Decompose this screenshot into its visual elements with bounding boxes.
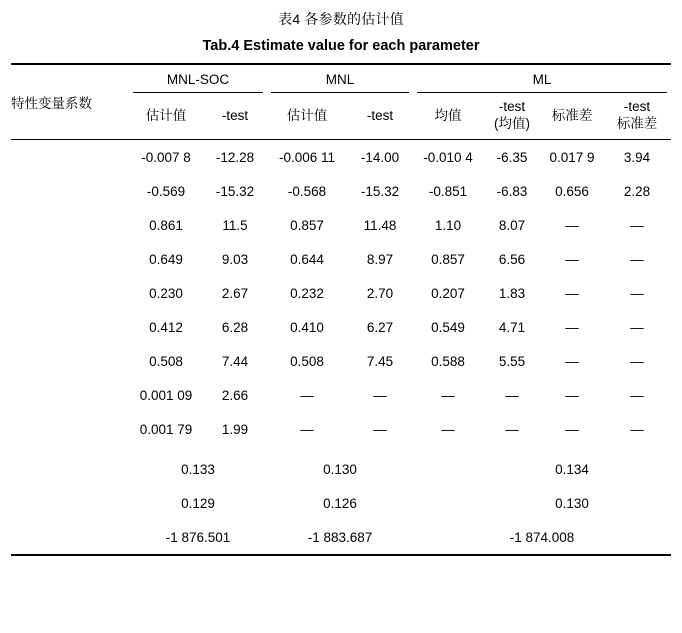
cell: 11.48 bbox=[363, 217, 397, 233]
cell: — bbox=[505, 387, 519, 403]
summary-pad bbox=[483, 486, 541, 520]
table-caption-english: Tab.4 Estimate value for each parameter bbox=[202, 38, 480, 54]
subheader-mnl-test bbox=[347, 93, 413, 140]
subheader-line1: 估计值 bbox=[145, 107, 187, 123]
subheader-mnlsoc-estimate bbox=[129, 93, 203, 140]
cell: 7.45 bbox=[366, 353, 394, 369]
cell: -0.851 bbox=[428, 183, 468, 199]
group-header-row bbox=[11, 65, 671, 93]
cell: -6.83 bbox=[496, 183, 528, 199]
cell: 2.66 bbox=[221, 387, 249, 403]
row-label-cell bbox=[11, 140, 129, 174]
cell: — bbox=[630, 353, 644, 369]
row-label-cell bbox=[11, 276, 129, 310]
cell: — bbox=[630, 421, 644, 437]
row-label-cell bbox=[11, 344, 129, 378]
cell: -0.569 bbox=[146, 183, 186, 199]
subheader-line1: -test bbox=[366, 107, 394, 123]
row-label-cell bbox=[11, 412, 129, 446]
summary-pad bbox=[603, 486, 671, 520]
cell: 0.001 79 bbox=[139, 421, 193, 437]
cell: — bbox=[505, 421, 519, 437]
summary-row bbox=[11, 520, 671, 555]
cell: 1.10 bbox=[434, 217, 462, 233]
cell: -6.35 bbox=[496, 149, 528, 165]
corner-label: 特性变量系数 bbox=[11, 96, 92, 111]
cell: 4.71 bbox=[498, 319, 526, 335]
cell: 6.28 bbox=[221, 319, 249, 335]
cell: 0.207 bbox=[431, 285, 465, 301]
cell: — bbox=[441, 421, 455, 437]
cell: 1.99 bbox=[221, 421, 249, 437]
cell: -14.00 bbox=[360, 149, 400, 165]
cell: 7.44 bbox=[221, 353, 249, 369]
cell: — bbox=[565, 251, 579, 267]
cell: — bbox=[630, 285, 644, 301]
cell: — bbox=[630, 251, 644, 267]
subheader-line1: -test bbox=[498, 99, 526, 115]
cell: — bbox=[300, 421, 314, 437]
cell: — bbox=[565, 285, 579, 301]
table-row bbox=[11, 378, 671, 412]
cell: 0.001 09 bbox=[139, 387, 193, 403]
summary-cell-ml: -1 874.008 bbox=[509, 529, 575, 545]
cell: — bbox=[565, 217, 579, 233]
subheader-line2: 标准差 bbox=[616, 116, 658, 131]
row-label-cell bbox=[11, 310, 129, 344]
summary-cell-mnlsoc: -1 876.501 bbox=[165, 529, 231, 545]
cell: 8.07 bbox=[498, 217, 526, 233]
cell: 0.017 9 bbox=[549, 149, 595, 165]
cell: -0.568 bbox=[287, 183, 327, 199]
estimate-value-table bbox=[11, 63, 671, 556]
cell: -0.010 4 bbox=[423, 149, 473, 165]
cell: — bbox=[565, 421, 579, 437]
cell: 0.644 bbox=[290, 251, 324, 267]
cell: 5.55 bbox=[498, 353, 526, 369]
row-label-cell bbox=[11, 486, 129, 520]
row-label-cell bbox=[11, 208, 129, 242]
row-label-cell bbox=[11, 174, 129, 208]
cell: — bbox=[630, 387, 644, 403]
cell: — bbox=[373, 421, 387, 437]
table-row bbox=[11, 242, 671, 276]
subheader-line1: -test bbox=[221, 107, 249, 123]
group-header-ml: ML bbox=[413, 65, 671, 93]
summary-row bbox=[11, 452, 671, 486]
summary-pad bbox=[483, 452, 541, 486]
subheader-ml-test-mean bbox=[483, 93, 541, 140]
cell: -0.006 11 bbox=[278, 149, 336, 165]
cell: 0.857 bbox=[431, 251, 465, 267]
summary-pad bbox=[413, 452, 483, 486]
table-row bbox=[11, 140, 671, 174]
cell: — bbox=[300, 387, 314, 403]
group-header-mnl: MNL bbox=[267, 65, 413, 93]
cell: 0.857 bbox=[290, 217, 324, 233]
cell: 6.27 bbox=[366, 319, 394, 335]
cell: — bbox=[565, 353, 579, 369]
cell: — bbox=[565, 319, 579, 335]
summary-cell-ml: 0.134 bbox=[555, 461, 589, 477]
cell: 3.94 bbox=[623, 149, 651, 165]
table-row bbox=[11, 276, 671, 310]
cell: -12.28 bbox=[215, 149, 255, 165]
row-label-cell bbox=[11, 378, 129, 412]
cell: 2.70 bbox=[366, 285, 394, 301]
subheader-ml-stddev bbox=[541, 93, 603, 140]
summary-row bbox=[11, 486, 671, 520]
cell: 2.67 bbox=[221, 285, 249, 301]
subheader-line1: 标准差 bbox=[551, 107, 593, 123]
cell: 0.588 bbox=[431, 353, 465, 369]
subheader-mnlsoc-test bbox=[203, 93, 267, 140]
summary-cell-mnl: -1 883.687 bbox=[307, 529, 373, 545]
cell: -15.32 bbox=[360, 183, 400, 199]
cell: 8.97 bbox=[366, 251, 394, 267]
subheader-line2: (均值) bbox=[494, 116, 530, 131]
subheader-line1: 均值 bbox=[434, 107, 462, 123]
table-row bbox=[11, 174, 671, 208]
cell: 1.83 bbox=[498, 285, 526, 301]
table-caption-chinese: 表4 各参数的估计值 bbox=[278, 11, 404, 27]
cell: 0.656 bbox=[555, 183, 589, 199]
cell: 0.232 bbox=[290, 285, 324, 301]
cell: 0.861 bbox=[149, 217, 183, 233]
subheader-line1: 估计值 bbox=[286, 107, 328, 123]
subheader-ml-mean bbox=[413, 93, 483, 140]
summary-cell-ml: 0.130 bbox=[555, 495, 589, 511]
subheader-mnl-estimate bbox=[267, 93, 347, 140]
cell: 2.28 bbox=[623, 183, 651, 199]
table-page bbox=[0, 9, 682, 633]
cell: — bbox=[373, 387, 387, 403]
table-row bbox=[11, 412, 671, 446]
row-label-cell bbox=[11, 520, 129, 555]
cell: 9.03 bbox=[221, 251, 249, 267]
cell: 0.508 bbox=[290, 353, 324, 369]
table-row bbox=[11, 310, 671, 344]
cell: 11.5 bbox=[222, 217, 248, 233]
group-header-mnl-soc: MNL-SOC bbox=[129, 65, 267, 93]
cell: 0.410 bbox=[290, 319, 324, 335]
subheader-line1: -test bbox=[623, 99, 651, 115]
summary-cell-mnlsoc: 0.133 bbox=[181, 461, 215, 477]
subheader-ml-test-stddev bbox=[603, 93, 671, 140]
summary-cell-mnl: 0.130 bbox=[323, 461, 357, 477]
cell: 0.230 bbox=[149, 285, 183, 301]
cell: — bbox=[630, 319, 644, 335]
cell: -0.007 8 bbox=[141, 149, 191, 165]
cell: — bbox=[441, 387, 455, 403]
table-row bbox=[11, 344, 671, 378]
cell: — bbox=[565, 387, 579, 403]
summary-cell-mnl: 0.126 bbox=[323, 495, 357, 511]
summary-pad bbox=[603, 452, 671, 486]
summary-cell-mnlsoc: 0.129 bbox=[181, 495, 215, 511]
cell: 0.412 bbox=[149, 319, 183, 335]
cell: 0.508 bbox=[149, 353, 183, 369]
cell: 0.549 bbox=[431, 319, 465, 335]
summary-pad bbox=[413, 486, 483, 520]
row-label-cell bbox=[11, 242, 129, 276]
cell: -15.32 bbox=[215, 183, 255, 199]
cell: 0.649 bbox=[149, 251, 183, 267]
cell: 6.56 bbox=[498, 251, 526, 267]
cell: — bbox=[630, 217, 644, 233]
row-label-cell bbox=[11, 452, 129, 486]
table-bottom-rule bbox=[11, 555, 671, 556]
table-row bbox=[11, 208, 671, 242]
